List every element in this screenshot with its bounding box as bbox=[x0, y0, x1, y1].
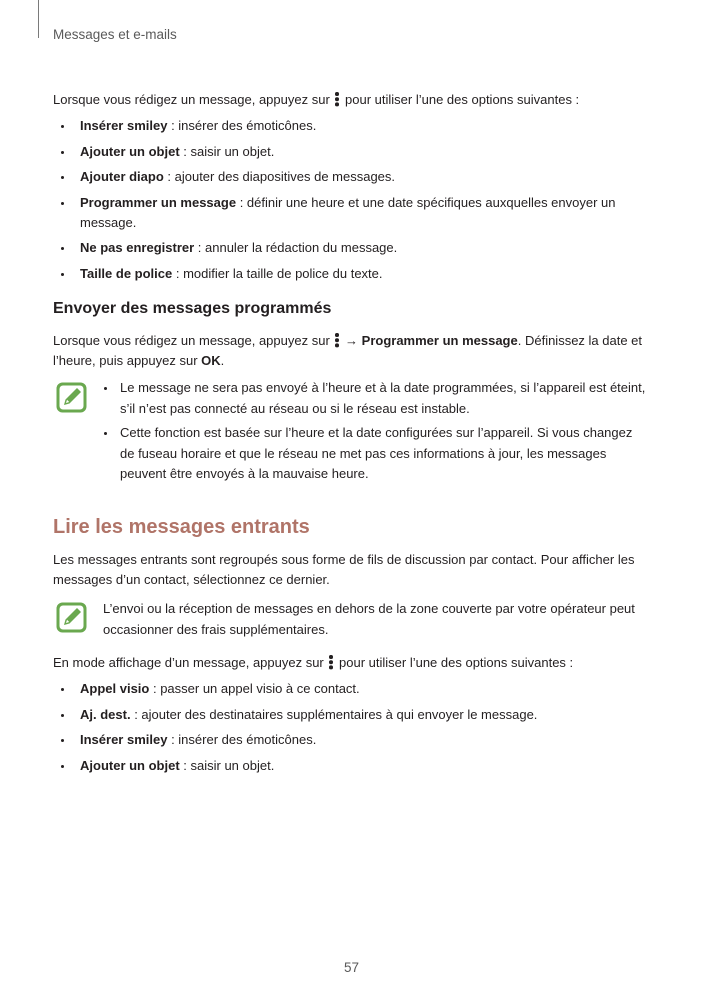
note-item: Le message ne sera pas envoyé à l’heure et à la date programmées, si l’appareil est éteint, s’il n’est pas connecté au réseau ou si le réseau est instable. bbox=[103, 378, 648, 419]
page-number: 57 bbox=[343, 960, 360, 975]
note-item: Cette fonction est basée sur l’heure et la date configurées sur l’appareil. Si vous changez de fuseau horaire et que le réseau ne met pas ces informations à jour, les messages peuvent être envoyés à la mauvaise heure. bbox=[103, 423, 648, 485]
list-item bbox=[53, 756, 653, 776]
section-heading-scheduled: Envoyer des messages programmés bbox=[53, 300, 332, 317]
view-options-paragraph bbox=[53, 653, 653, 673]
option-term: Ajouter diapo bbox=[80, 169, 164, 184]
option-desc: : modifier la taille de police du texte. bbox=[172, 265, 383, 281]
list-item bbox=[53, 193, 653, 233]
compose-options-list bbox=[53, 116, 653, 289]
intro-text-before: Lorsque vous rédigez un message, appuyez sur bbox=[53, 92, 330, 107]
intro-paragraph bbox=[53, 90, 653, 110]
scheduled-paragraph bbox=[53, 331, 653, 371]
option-term: Aj. dest. bbox=[80, 706, 131, 722]
option-desc: : insérer des émoticônes. bbox=[167, 118, 317, 133]
intro-text-after: pour utiliser l’une des options suivantes : bbox=[345, 92, 580, 107]
option-desc: : passer un appel visio à ce contact. bbox=[149, 681, 360, 696]
option-desc: : définir une heure et une date spécifiques auxquelles envoyer un message. bbox=[80, 194, 616, 230]
option-term: Insérer smiley bbox=[80, 732, 168, 747]
scheduled-text-end: . bbox=[220, 353, 225, 368]
view-text-before: En mode affichage d’un message, appuyez sur bbox=[53, 655, 324, 670]
option-desc: : annuler la rédaction du message. bbox=[194, 240, 398, 255]
schedule-action-term: Programmer un message bbox=[361, 333, 518, 348]
note-icon bbox=[55, 601, 88, 634]
option-desc: : saisir un objet. bbox=[179, 143, 275, 159]
note-icon bbox=[55, 381, 88, 414]
option-term: Ajouter un objet bbox=[80, 757, 180, 773]
option-term: Ne pas enregistrer bbox=[80, 240, 195, 255]
more-options-icon bbox=[335, 332, 339, 348]
scheduled-notes-list bbox=[103, 378, 648, 489]
option-desc: : saisir un objet. bbox=[179, 757, 275, 773]
option-term: Appel visio bbox=[80, 681, 150, 696]
scheduled-text-mid: . Définissez la date et l’heure, puis appuyez sur bbox=[53, 333, 643, 368]
scheduled-text-before: Lorsque vous rédigez un message, appuyez sur bbox=[53, 333, 330, 348]
list-item bbox=[53, 142, 653, 162]
list-item bbox=[53, 167, 653, 187]
incoming-note: L’envoi ou la réception de messages en dehors de la zone couverte par votre opérateur peut occasionner des frais supplémentaires. bbox=[103, 601, 635, 637]
incoming-paragraph: Les messages entrants sont regroupés sous forme de fils de discussion par contact. Pour afficher les messages d’un contact, sélectionnez ce dernier. bbox=[53, 552, 635, 587]
list-item bbox=[53, 238, 653, 258]
ok-term: OK bbox=[201, 353, 221, 368]
arrow-glyph: → bbox=[345, 333, 359, 348]
list-item bbox=[53, 264, 653, 284]
list-item bbox=[53, 116, 653, 136]
header-rule bbox=[38, 0, 39, 38]
view-text-after: pour utiliser l’une des options suivantes : bbox=[339, 655, 574, 670]
option-term: Insérer smiley bbox=[80, 118, 168, 133]
option-term: Ajouter un objet bbox=[80, 143, 180, 159]
list-item bbox=[53, 705, 653, 725]
list-item bbox=[53, 730, 653, 750]
option-term: Programmer un message bbox=[80, 194, 237, 210]
option-term: Taille de police bbox=[80, 265, 173, 281]
list-item bbox=[53, 679, 653, 699]
option-desc: : insérer des émoticônes. bbox=[167, 732, 317, 747]
section-heading-incoming: Lire les messages entrants bbox=[53, 516, 310, 538]
option-desc: : ajouter des destinataires supplémentaires à qui envoyer le message. bbox=[130, 706, 538, 722]
more-options-icon bbox=[335, 91, 339, 107]
more-options-icon bbox=[329, 654, 333, 670]
option-desc: : ajouter des diapositives de messages. bbox=[163, 169, 396, 184]
view-options-list bbox=[53, 679, 653, 781]
page-header: Messages et e-mails bbox=[53, 27, 177, 42]
